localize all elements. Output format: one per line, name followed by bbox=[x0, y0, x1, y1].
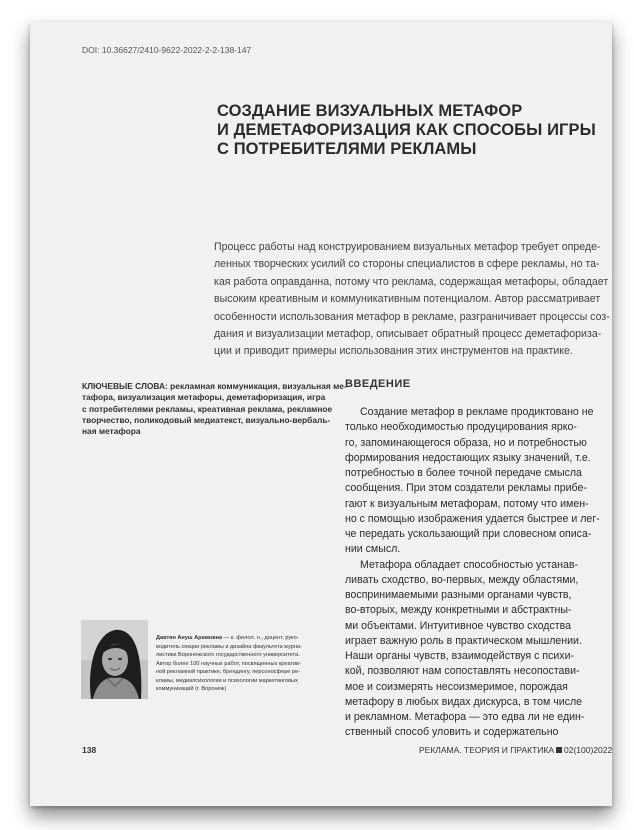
section-heading: ВВЕДЕНИЕ bbox=[345, 378, 411, 390]
body-line: ми объектами. Интуитивное чувство сходства bbox=[345, 619, 572, 632]
body-line: мое и соизмерять несоизмеримое, порождая bbox=[345, 680, 568, 693]
keywords-line: с потребителями рекламы, креативная реклама, рекламное bbox=[82, 403, 333, 414]
body-line: сообщения. При этом создатели рекламы прибе- bbox=[345, 482, 587, 495]
author-bio-line: ной рекламной практике, брендингу, персоносфере ре- bbox=[156, 669, 301, 675]
author-bio bbox=[156, 634, 331, 694]
body-line: Наши органы чувств, взаимодействуя с психи- bbox=[345, 650, 575, 662]
journal-issue: 02(100)2022 bbox=[564, 745, 613, 755]
body-line: кой, позволяют нам сопоставлять несопостави- bbox=[345, 665, 580, 678]
author-bio-line: листики Воронежского государственного университета. bbox=[156, 652, 300, 658]
author-bio-line: кламы, медиапсихологии и психологии маркетинговых bbox=[156, 677, 298, 684]
keywords-line: творчество, поликодовый медиатекст, визуально-вербаль- bbox=[82, 414, 331, 425]
body-line: ливать сходство, во-первых, между областями, bbox=[345, 573, 579, 586]
body-text bbox=[345, 405, 600, 741]
author-bio-line: водитель секции рекламы и дизайна факультета журна- bbox=[156, 643, 302, 650]
body-line: Метафора обладает способностью устанав- bbox=[360, 558, 579, 571]
abstract-line: ленных творческих усилий со стороны специалистов в сфере рекламы, но та- bbox=[214, 258, 600, 271]
author-bio-first: — к. филол. н., доцент, руко- bbox=[222, 635, 299, 641]
keywords-line: ная метафора bbox=[82, 426, 141, 437]
title-line: С ПОТРЕБИТЕЛЯМИ РЕКЛАМЫ bbox=[217, 140, 477, 158]
article-title bbox=[217, 102, 596, 159]
abstract-line: особенности использования метафор в рекламе, разграничивает процессы соз- bbox=[214, 310, 610, 323]
author-photo bbox=[81, 620, 148, 699]
abstract-line: ции и приводит примеры использования этих инструментов на практике. bbox=[214, 345, 573, 358]
abstract bbox=[214, 239, 610, 361]
body-line: метафору в любых видах дискурса, в том числе bbox=[345, 695, 583, 708]
body-line: че передать ускользающий при словесном описа- bbox=[345, 528, 592, 540]
abstract-line: дания и визуализации метафор, описывает обратный процесс деметафориза- bbox=[214, 328, 602, 341]
author-name: Давтян Ануш Арамовна bbox=[156, 635, 223, 641]
body-line: потребностью в более точной передаче смысла bbox=[345, 467, 582, 479]
body-line: ственный способ уловить и содержательно bbox=[345, 726, 559, 739]
body-line: нии смысл. bbox=[345, 543, 401, 556]
author-bio-line: коммуникаций (г. Воронеж) bbox=[156, 686, 227, 692]
title-line: СОЗДАНИЕ ВИЗУАЛЬНЫХ МЕТАФОР bbox=[217, 102, 523, 120]
square-bullet-icon bbox=[556, 747, 562, 753]
author-portrait-image bbox=[81, 620, 148, 699]
doi: DOI: 10.36627/2410-9622-2022-2-2-138-147 bbox=[82, 45, 252, 55]
abstract-line: высоким креативным и коммуникативным потенциалом. Автор рассматривает bbox=[214, 293, 601, 306]
keywords-line: тафора, визуализация метафоры, деметафоризация, игра bbox=[82, 392, 326, 403]
title-line: И ДЕМЕТАФОРИЗАЦИЯ КАК СПОСОБЫ ИГРЫ bbox=[217, 121, 596, 139]
abstract-line: кая работа оправданна, потому что реклама, содержащая метафоры, обладает bbox=[214, 275, 609, 288]
body-line: только необходимостью продуцирования ярко- bbox=[345, 421, 577, 434]
body-line: гают к визуальным метафорам, потому что имен- bbox=[345, 497, 589, 510]
body-line: и рекламном. Метафора — это едва ли не един- bbox=[345, 711, 585, 723]
body-line: воспринимаемыми разными органами чувств, bbox=[345, 589, 572, 601]
author-bio-first-line bbox=[156, 634, 331, 643]
body-line: го, запоминающегося образа, но и потребностью bbox=[345, 436, 587, 449]
body-line: во-вторых, между конкретными и абстрактны- bbox=[345, 604, 572, 617]
body-line: Создание метафор в рекламе продиктовано не bbox=[360, 406, 594, 418]
page-number: 138 bbox=[82, 745, 97, 755]
body-line: формирования недостающих языку значений, т.е. bbox=[345, 451, 591, 464]
body-line: играет важную роль в практическом мышлении. bbox=[345, 634, 582, 647]
keywords-line: КЛЮЧЕВЫЕ СЛОВА: рекламная коммуникация, визуальная ме- bbox=[82, 381, 347, 391]
journal-footer bbox=[419, 745, 612, 755]
journal-name: РЕКЛАМА. ТЕОРИЯ И ПРАКТИКА bbox=[419, 745, 554, 755]
body-line: но с помощью изображения удается быстрее и лег- bbox=[345, 512, 600, 525]
abstract-line: Процесс работы над конструированием визуальных метафор требует опреде- bbox=[214, 241, 601, 253]
keywords bbox=[82, 381, 347, 437]
author-bio-line: Автор более 100 научных работ, посвященных креатив- bbox=[156, 660, 301, 667]
